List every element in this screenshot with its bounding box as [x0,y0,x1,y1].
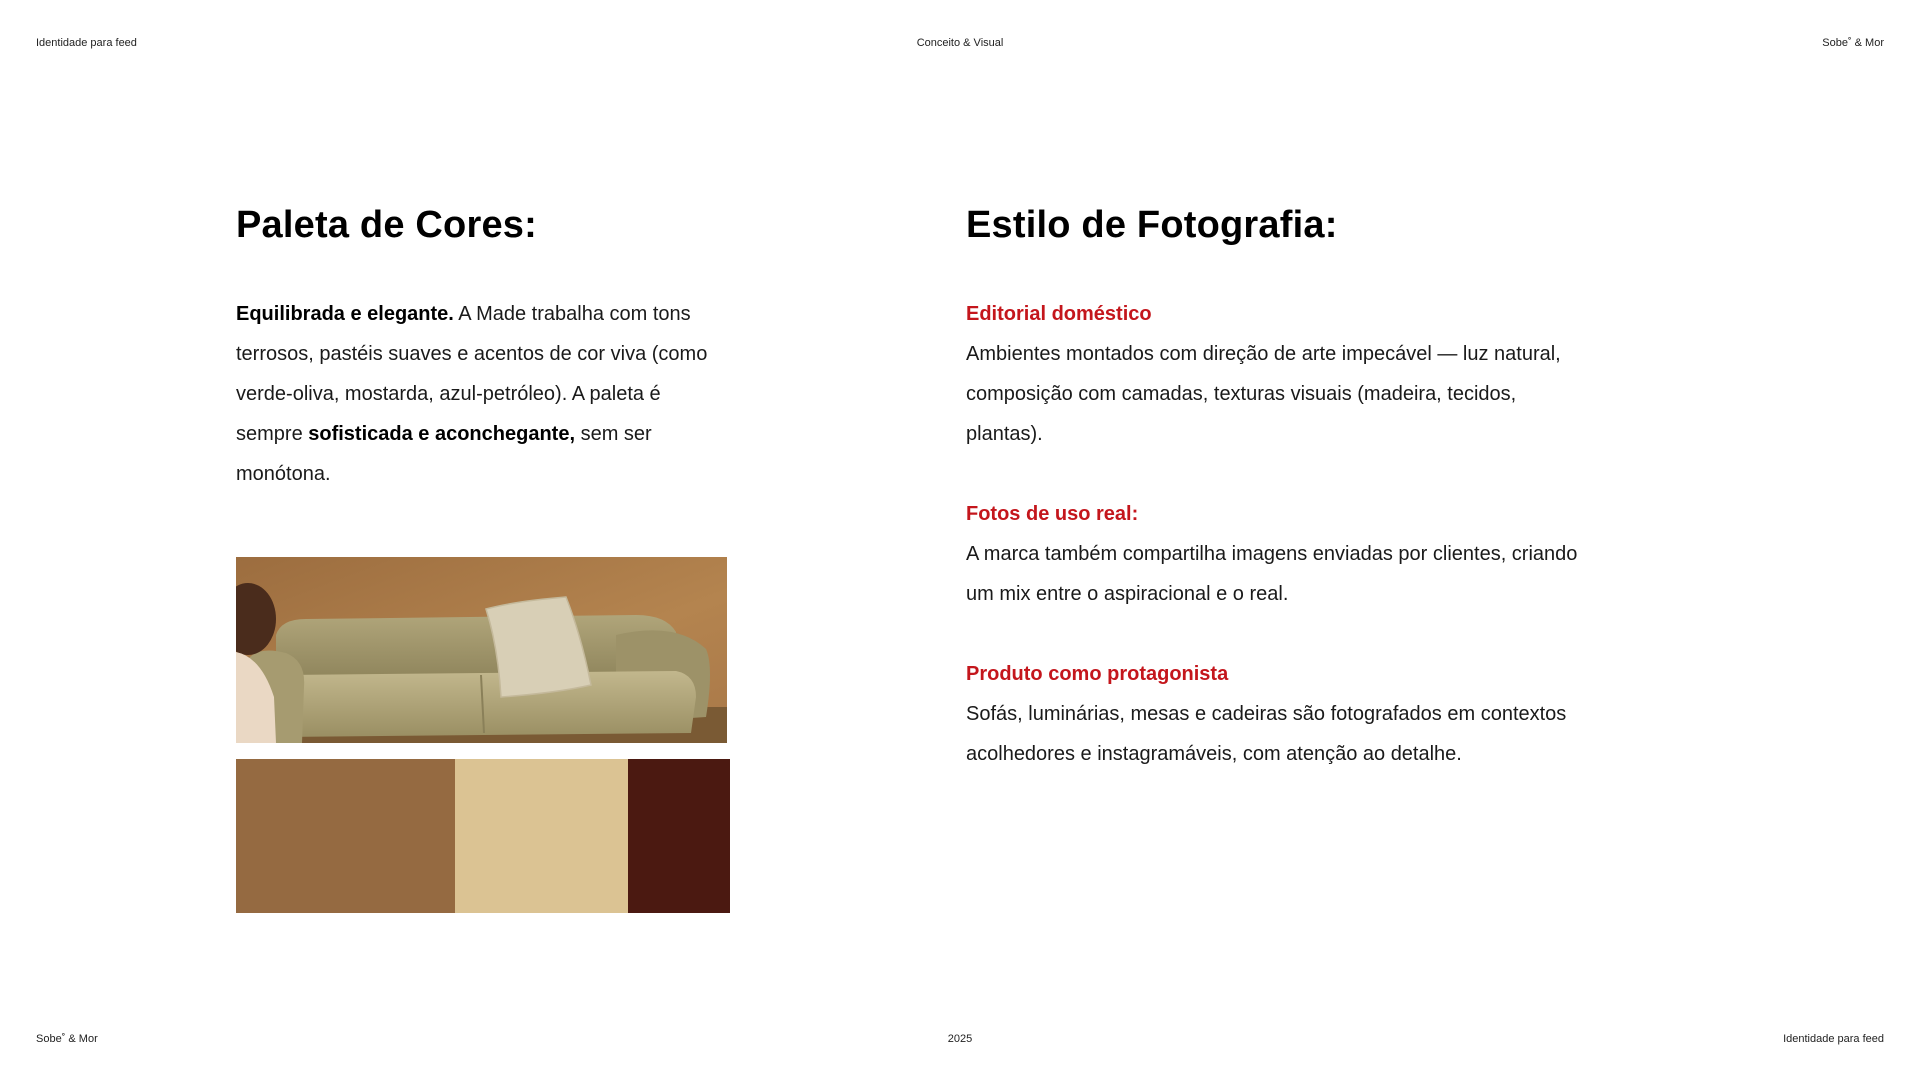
palette-intro-bold-1: Equilibrada e elegante. [236,303,454,325]
sofa-seat [277,671,696,737]
palette-intro [236,294,716,494]
footer-right-label: Identidade para feed [1783,1033,1884,1045]
footer-left-label: Sobe˚ & Mor [36,1033,98,1045]
swatch-beige [455,759,628,913]
header-right-label: Sobe˚ & Mor [1822,37,1884,49]
style-item-real-use [966,494,1586,614]
sofa-photo-illustration [236,557,727,743]
photography-title: Estilo de Fotografia: [966,204,1338,246]
palette-title: Paleta de Cores: [236,204,537,246]
style-item-text: A marca também compartilha imagens enviadas por clientes, criando um mix entre o aspiracional e o real. [966,543,1578,605]
sofa-photo [236,557,727,743]
header-center-label: Conceito & Visual [916,37,1004,49]
style-item-title: Editorial doméstico [966,303,1152,325]
style-item-product [966,654,1586,774]
color-swatches [236,759,730,913]
palette-intro-bold-2: sofisticada e aconchegante, [308,423,576,445]
style-item-text: Ambientes montados com direção de arte impecável — luz natural, composição com camadas, texturas visuais (madeira, tecidos, plantas). [966,343,1561,445]
swatch-burgundy [628,759,730,913]
style-item-text: Sofás, luminárias, mesas e cadeiras são fotografados em contextos acolhedores e instagramáveis, com atenção ao detalhe. [966,703,1567,765]
swatch-brown [236,759,455,913]
style-item-title: Produto como protagonista [966,663,1229,685]
style-item-editorial [966,294,1586,454]
palette-intro-text-2: sem ser monótona. [236,423,652,485]
style-item-title: Fotos de uso real: [966,503,1139,525]
footer-year: 2025 [947,1033,973,1045]
photography-section [966,200,1586,774]
header-left-label: Identidade para feed [36,37,137,49]
palette-section [236,200,756,494]
palette-intro-text-1: A Made trabalha com tons terrosos, pastéis suaves e acentos de cor viva (como verde-oliva, mostarda, azul-petróleo). A paleta é sempre [236,303,708,445]
